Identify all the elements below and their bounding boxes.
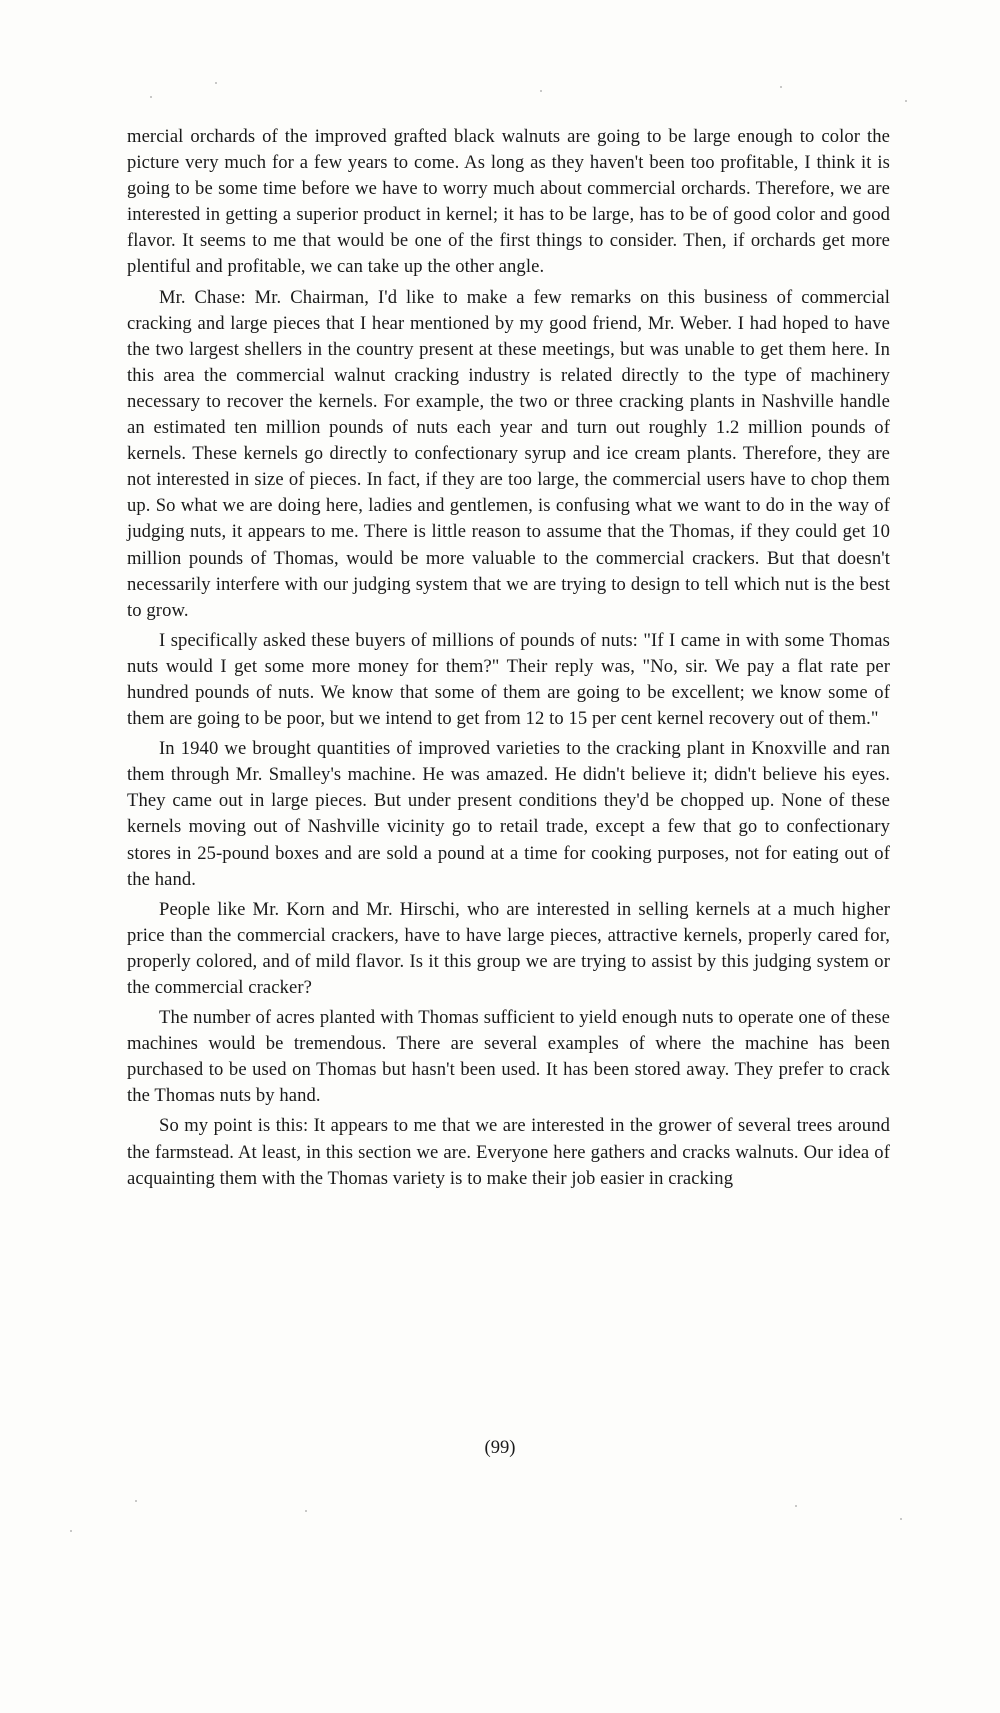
paragraph-6: The number of acres planted with Thomas sufficient to yield enough nuts to operate one of these machines would be tremendous. There are several examples of where the machine has been purchased to be used on Thomas but hasn't been used. It has been stored away. They prefer to crack the Thomas nuts by hand. bbox=[127, 1007, 890, 1107]
scan-speck bbox=[70, 1530, 72, 1532]
paragraph-2: Mr. Chase: Mr. Chairman, I'd like to make a few remarks on this business of commercial cracking and large pieces that I hear mentioned by my good friend, Mr. Weber. I had hoped to have the two largest shellers in the country present at these meetings, but was unable to get them here. In this area the commercial walnut cracking industry is related directly to the type of machinery necessary to recover the kernels. For example, the two or three cracking plants in Nashville handle an estimated ten million pounds of nuts each year and turn out roughly 1.2 million pounds of kernels. These kernels go directly to confectionary syrup and ice cream plants. Therefore, they are not interested in size of pieces. In fact, if they are too large, the commercial users have to chop them up. So what we are doing here, ladies and gentlemen, is confusing what we want to do in the way of judging nuts, it appears to me. There is little reason to assume that the Thomas, if they could get 10 million pounds of Thomas, would be more valuable to the commercial crackers. But that doesn't necessarily interfere with our judging system that we are trying to design to tell which nut is the best to grow. bbox=[127, 286, 890, 621]
body-text bbox=[127, 124, 890, 1196]
scan-speck bbox=[900, 1518, 902, 1520]
scan-speck bbox=[150, 96, 152, 98]
scan-speck bbox=[215, 82, 217, 84]
paragraph-5: People like Mr. Korn and Mr. Hirschi, who are interested in selling kernels at a much higher price than the commercial crackers, have to have large pieces, attractive kernels, properly cared for, properly colored, and of mild flavor. Is it this group we are trying to assist by this judging system or the commercial cracker? bbox=[127, 898, 890, 998]
scan-speck bbox=[795, 1505, 797, 1507]
paragraph-1: mercial orchards of the improved grafted black walnuts are going to be large enough to color the picture very much for a few years to come. As long as they haven't been too profitable, I think it is going to be some time before we have to worry much about commercial orchards. Therefore, we are interested in getting a superior product in kernel; it has to be large, has to be of good color and good flavor. It seems to me that would be one of the first things to consider. Then, if orchards get more plentiful and profitable, we can take up the other angle. bbox=[127, 126, 890, 278]
paragraph-3: I specifically asked these buyers of millions of pounds of nuts: "If I came in with some Thomas nuts would I get some more money for them?" Their reply was, "No, sir. We pay a flat rate per hundred pounds of nuts. We know that some of them are going to be excellent; we know some of them are going to be poor, but we intend to get from 12 to 15 per cent kernel recovery out of them." bbox=[127, 629, 890, 730]
page-number: (99) bbox=[484, 1437, 516, 1458]
paragraph-7: So my point is this: It appears to me that we are interested in the grower of several trees around the farmstead. At least, in this section we are. Everyone here gathers and cracks walnuts. Our idea of acquainting them with the Thomas variety is to make their job easier in cracking bbox=[127, 1115, 890, 1189]
paragraph-4: In 1940 we brought quantities of improved varieties to the cracking plant in Knoxville and ran them through Mr. Smalley's machine. He was amazed. He didn't believe it; didn't believe his eyes. They came out in large pieces. But under present conditions they'd be chopped up. None of these kernels moving out of Nashville vicinity go to retail trade, except a few that go to confectionary stores in 25-pound boxes and are sold a pound at a time for cooking purposes, not for eating out of the hand. bbox=[127, 738, 890, 890]
scan-speck bbox=[540, 90, 542, 92]
scan-speck bbox=[135, 1500, 137, 1502]
scan-speck bbox=[780, 86, 782, 88]
scan-speck bbox=[905, 100, 907, 102]
scan-speck bbox=[305, 1510, 307, 1512]
